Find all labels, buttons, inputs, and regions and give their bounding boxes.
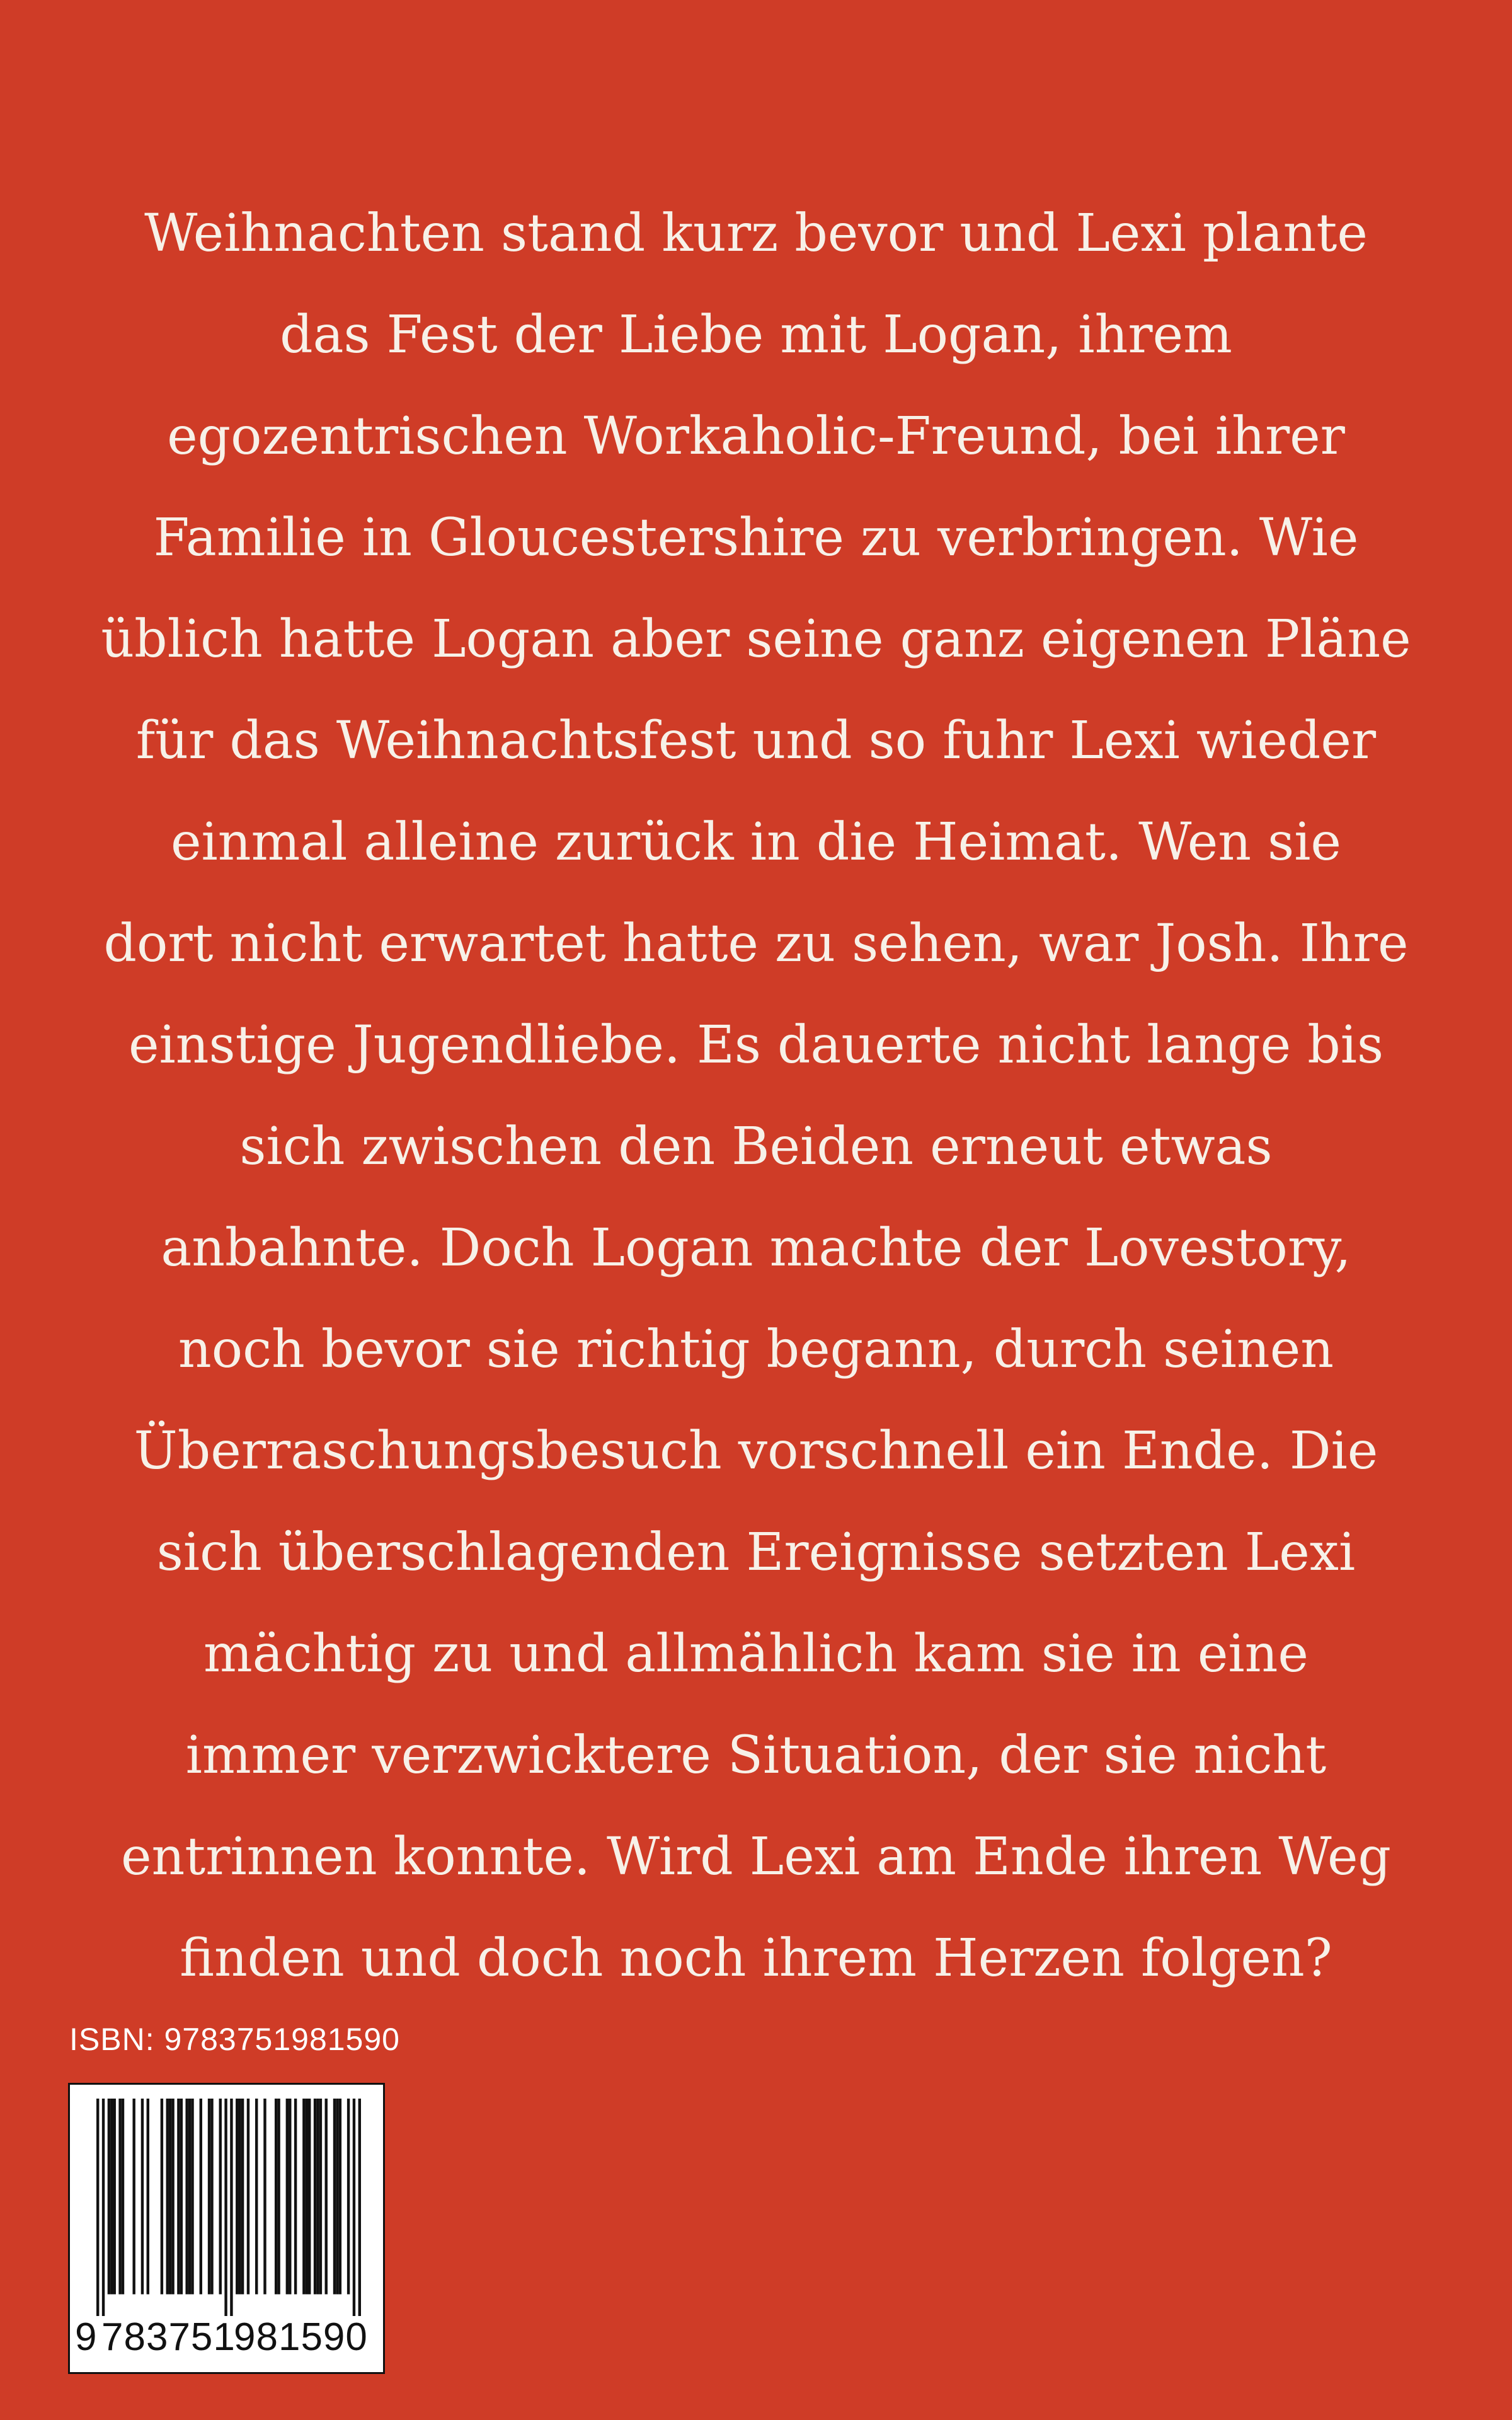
barcode-bar <box>166 2099 169 2295</box>
isbn-label: ISBN: 9783751981590 <box>69 2022 400 2057</box>
barcode-bar <box>118 2099 121 2295</box>
barcode-bar <box>200 2099 202 2295</box>
barcode-bar <box>96 2099 99 2316</box>
barcode-bar <box>277 2099 280 2295</box>
barcode <box>68 2083 385 2374</box>
barcode-bar <box>208 2099 210 2295</box>
barcode-bar <box>336 2099 338 2295</box>
blurb-line: üblich hatte Logan aber seine ganz eigenen Pläne <box>101 609 1411 669</box>
barcode-digit-first: 9 <box>75 2315 98 2359</box>
barcode-bar <box>275 2099 277 2295</box>
barcode-bar <box>314 2099 316 2295</box>
blurb-line: sich zwischen den Beiden erneut etwas <box>239 1117 1273 1177</box>
barcode-bar <box>255 2099 258 2295</box>
barcode-bar <box>180 2099 183 2295</box>
barcode-digits <box>75 2315 366 2360</box>
barcode-bar <box>210 2099 213 2295</box>
blurb-line: egozentrischen Workaholic-Freund, bei ihrer <box>167 406 1345 466</box>
barcode-bar <box>347 2099 350 2295</box>
barcode-digits-left: 783751 <box>101 2315 236 2359</box>
barcode-bar <box>191 2099 193 2295</box>
blurb-line: für das Weihnachtsfest und so fuhr Lexi wieder <box>135 711 1377 771</box>
barcode-bar <box>108 2099 110 2295</box>
barcode-bar <box>224 2099 227 2316</box>
barcode-bar <box>333 2099 336 2295</box>
blurb-line: einstige Jugendliebe. Es dauerte nicht lange bis <box>128 1015 1384 1075</box>
barcode-bar <box>339 2099 341 2295</box>
blurb-line: Familie in Gloucestershire zu verbringen. Wie <box>153 508 1359 568</box>
barcode-bar <box>188 2099 191 2295</box>
barcode-bar <box>263 2099 266 2295</box>
barcode-bar <box>185 2099 188 2295</box>
barcode-bar <box>177 2099 180 2295</box>
barcode-bar <box>122 2099 124 2295</box>
blurb-line: Überraschungsbesuch vorschnell ein Ende. Die <box>134 1421 1378 1481</box>
barcode-bar <box>289 2099 291 2295</box>
barcode-bar <box>169 2099 171 2295</box>
barcode-bar <box>358 2099 361 2316</box>
blurb-line: sich überschlagenden Ereignisse setzten Lexi <box>156 1523 1356 1582</box>
barcode-bar <box>241 2099 244 2295</box>
barcode-bar <box>110 2099 113 2295</box>
barcode-bar <box>353 2099 355 2316</box>
barcode-bar <box>161 2099 163 2295</box>
blurb-line: dort nicht erwartet hatte zu sehen, war Josh. Ihre <box>103 914 1409 974</box>
barcode-bar <box>294 2099 297 2295</box>
barcode-bar <box>286 2099 289 2295</box>
barcode-bar <box>247 2099 249 2295</box>
barcode-bar <box>238 2099 241 2295</box>
barcode-bar <box>141 2099 144 2295</box>
blurb-line: entrinnen konnte. Wird Lexi am Ende ihren Weg <box>120 1827 1392 1887</box>
barcode-bar <box>102 2099 105 2316</box>
barcode-bar <box>132 2099 135 2295</box>
blurb-line: noch bevor sie richtig begann, durch seinen <box>178 1320 1334 1380</box>
blurb-line: finden und doch noch ihrem Herzen folgen? <box>180 1928 1332 1988</box>
barcode-bar <box>147 2099 149 2295</box>
barcode-bars <box>96 2099 361 2316</box>
barcode-bar <box>308 2099 311 2295</box>
barcode-bar <box>171 2099 174 2295</box>
barcode-bar <box>219 2099 222 2295</box>
barcode-bar <box>236 2099 238 2295</box>
barcode-bar <box>113 2099 116 2295</box>
blurb-line: einmal alleine zurück in die Heimat. Wen sie <box>171 812 1341 872</box>
barcode-bar <box>316 2099 319 2295</box>
blurb-text <box>94 183 1418 2009</box>
blurb-line: das Fest der Liebe mit Logan, ihrem <box>280 305 1232 365</box>
barcode-bar <box>230 2099 232 2316</box>
barcode-digits-right: 981590 <box>234 2315 368 2359</box>
barcode-bar <box>302 2099 305 2295</box>
barcode-bar <box>306 2099 308 2295</box>
blurb-line: immer verzwicktere Situation, der sie nicht <box>185 1726 1327 1785</box>
barcode-bar <box>325 2099 328 2295</box>
blurb-line: mächtig zu und allmählich kam sie in eine <box>203 1624 1309 1684</box>
blurb-line: anbahnte. Doch Logan machte der Lovestory, <box>161 1218 1351 1278</box>
blurb-line: Weihnachten stand kurz bevor und Lexi plante <box>144 204 1368 263</box>
barcode-bar <box>319 2099 322 2295</box>
